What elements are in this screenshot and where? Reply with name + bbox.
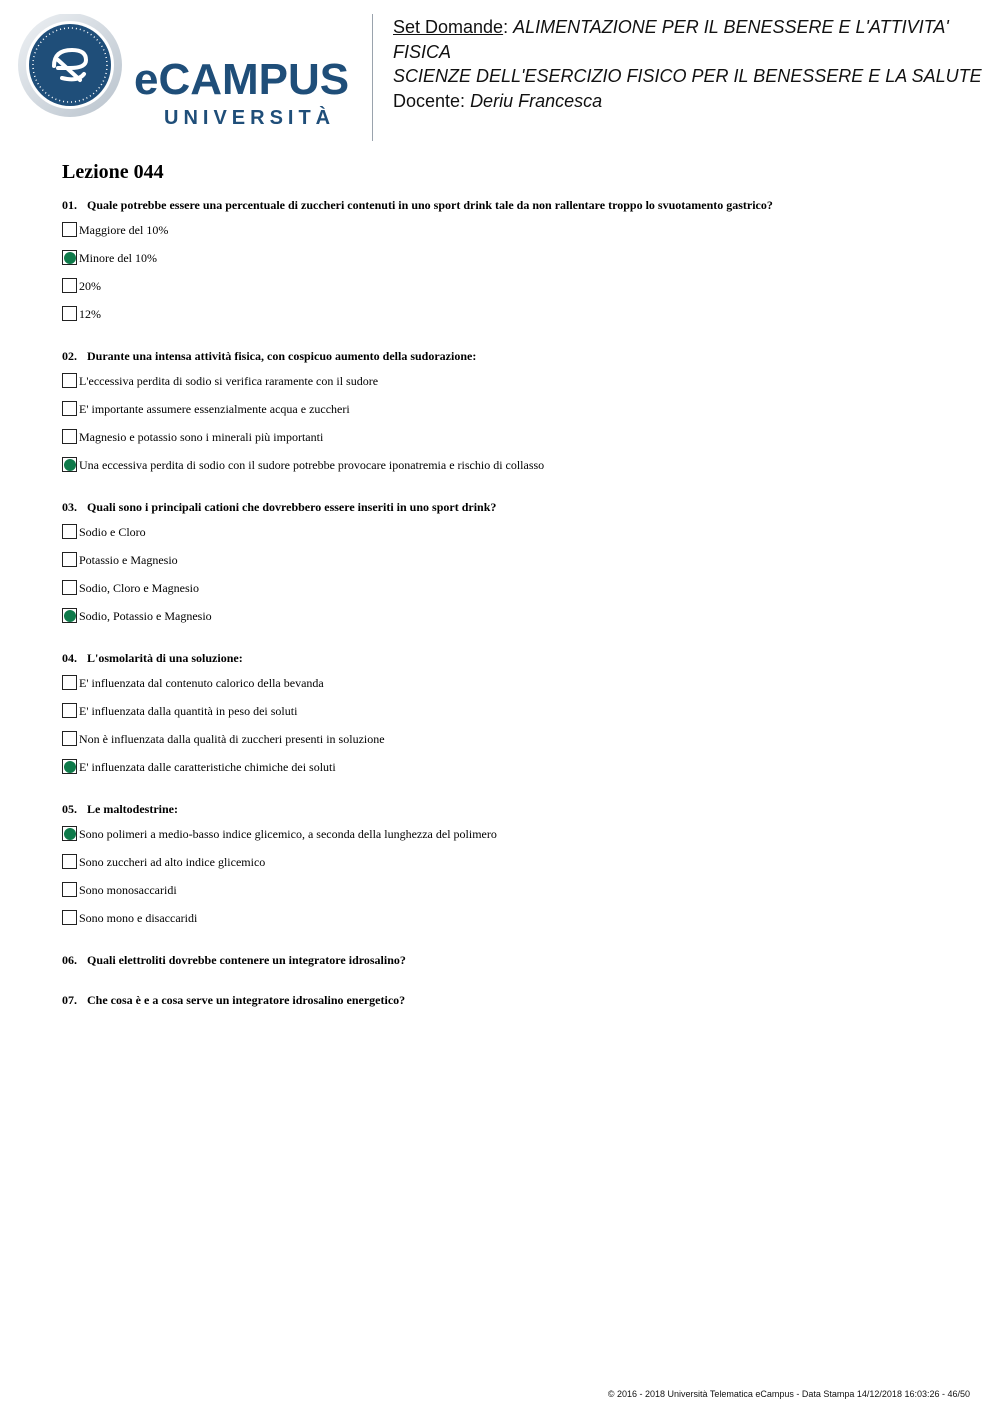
set-label: Set Domande — [393, 17, 504, 37]
checkbox-icon[interactable] — [62, 854, 77, 869]
set-line — [393, 15, 983, 64]
answer-option[interactable] — [62, 278, 962, 306]
question-block — [62, 347, 962, 485]
answer-option-label: 20% — [79, 279, 101, 293]
question-number: 07. — [62, 993, 77, 1007]
question-number: 02. — [62, 349, 77, 363]
answer-option[interactable] — [62, 759, 962, 787]
answer-option[interactable] — [62, 882, 962, 910]
question-text — [62, 951, 962, 969]
question-list — [62, 196, 962, 1031]
checkbox-icon[interactable] — [62, 552, 77, 567]
answer-option[interactable] — [62, 401, 962, 429]
question-number: 04. — [62, 651, 77, 665]
answer-option[interactable] — [62, 429, 962, 457]
checked-checkbox-icon[interactable] — [62, 759, 77, 774]
question-label: Quali elettroliti dovrebbe contenere un integratore idrosalino? — [87, 953, 406, 967]
question-block — [62, 498, 962, 636]
answer-option[interactable] — [62, 675, 962, 703]
answer-option-label: Maggiore del 10% — [79, 223, 169, 237]
question-block — [62, 196, 962, 334]
answer-option-label: Non è influenzata dalla qualità di zuccheri presenti in soluzione — [79, 732, 385, 746]
checked-checkbox-icon[interactable] — [62, 826, 77, 841]
answer-option-label: Sodio e Cloro — [79, 525, 146, 539]
answer-option[interactable] — [62, 524, 962, 552]
answer-option-label: Sodio, Cloro e Magnesio — [79, 581, 199, 595]
question-block — [62, 951, 962, 969]
answer-option[interactable] — [62, 703, 962, 731]
checkbox-icon[interactable] — [62, 703, 77, 718]
set-separator: : — [503, 17, 509, 37]
answer-option[interactable] — [62, 854, 962, 882]
question-text — [62, 991, 962, 1009]
lesson-title: Lezione 044 — [62, 161, 164, 183]
answer-option-label: E' importante assumere essenzialmente acqua e zuccheri — [79, 402, 350, 416]
answer-option[interactable] — [62, 910, 962, 938]
question-label: Le maltodestrine: — [87, 802, 178, 816]
question-block — [62, 991, 962, 1009]
answer-option-label: Sono mono e disaccaridi — [79, 911, 198, 925]
header-divider — [372, 14, 373, 141]
answer-option-label: E' influenzata dalla quantità in peso dei soluti — [79, 704, 298, 718]
question-label: Quali sono i principali cationi che dovrebbero essere inseriti in uno sport drink? — [87, 500, 497, 514]
answer-option-label: Potassio e Magnesio — [79, 553, 178, 567]
question-number: 03. — [62, 500, 77, 514]
checkbox-icon[interactable] — [62, 882, 77, 897]
checkbox-icon[interactable] — [62, 524, 77, 539]
checkbox-icon[interactable] — [62, 401, 77, 416]
question-label: Quale potrebbe essere una percentuale di zuccheri contenuti in uno sport drink tale da non rallentare troppo lo svuotamento gastrico? — [87, 198, 773, 212]
answer-option-label: Sono polimeri a medio-basso indice glicemico, a seconda della lunghezza del polimero — [79, 827, 497, 841]
checkbox-icon[interactable] — [62, 580, 77, 595]
question-label: L'osmolarità di una soluzione: — [87, 651, 243, 665]
answer-option[interactable] — [62, 306, 962, 334]
question-text — [62, 800, 962, 818]
header-info — [393, 15, 983, 113]
checkbox-icon[interactable] — [62, 910, 77, 925]
teacher-label: Docente: — [393, 90, 466, 111]
question-label: Che cosa è e a cosa serve un integratore idrosalino energetico? — [87, 993, 406, 1007]
answer-option[interactable] — [62, 222, 962, 250]
page-footer: © 2016 - 2018 Università Telematica eCampus - Data Stampa 14/12/2018 16:03:26 - 46/50 — [607, 1389, 970, 1399]
answer-option-label: Minore del 10% — [79, 251, 157, 265]
question-number: 06. — [62, 953, 77, 967]
teacher-name: Deriu Francesca — [470, 90, 603, 111]
checkbox-icon[interactable] — [62, 731, 77, 746]
answer-option[interactable] — [62, 373, 962, 401]
logo-sub-text: UNIVERSITÀ — [164, 107, 336, 129]
answer-option-label: Una eccessiva perdita di sodio con il sudore potrebbe provocare iponatremia e rischio di collasso — [79, 458, 545, 472]
answer-option-label: Sono zuccheri ad alto indice glicemico — [79, 855, 266, 869]
checked-checkbox-icon[interactable] — [62, 457, 77, 472]
question-number: 05. — [62, 802, 77, 816]
question-block — [62, 649, 962, 787]
answer-option[interactable] — [62, 826, 962, 854]
ecampus-logo — [14, 14, 359, 134]
question-number: 01. — [62, 198, 77, 212]
question-text — [62, 649, 962, 667]
answer-option[interactable] — [62, 552, 962, 580]
answer-option-label: Sono monosaccaridi — [79, 883, 177, 897]
checkbox-icon[interactable] — [62, 675, 77, 690]
question-label: Durante una intensa attività fisica, con cospicuo aumento della sudorazione: — [87, 349, 477, 363]
answer-option[interactable] — [62, 608, 962, 636]
checkbox-icon[interactable] — [62, 306, 77, 321]
answer-option[interactable] — [62, 250, 962, 278]
answer-option[interactable] — [62, 457, 962, 485]
answer-option-label: E' influenzata dalle caratteristiche chimiche dei soluti — [79, 760, 336, 774]
checkbox-icon[interactable] — [62, 373, 77, 388]
checkbox-icon[interactable] — [62, 222, 77, 237]
answer-option[interactable] — [62, 580, 962, 608]
course-line-1: ALIMENTAZIONE PER IL BENESSERE E L'ATTIVITA' FISICA — [393, 17, 949, 62]
answer-option-label: Sodio, Potassio e Magnesio — [79, 609, 212, 623]
answer-option-label: E' influenzata dal contenuto calorico della bevanda — [79, 676, 324, 690]
question-text — [62, 498, 962, 516]
answer-option[interactable] — [62, 731, 962, 759]
answer-option-label: Magnesio e potassio sono i minerali più importanti — [79, 430, 324, 444]
answer-option-label: 12% — [79, 307, 101, 321]
course-line-2: SCIENZE DELL'ESERCIZIO FISICO PER IL BENESSERE E LA SALUTE — [393, 66, 982, 86]
logo-brand-text: eCAMPUS — [134, 55, 350, 104]
course-line-2-wrap — [393, 64, 983, 89]
teacher-line — [393, 89, 983, 114]
question-text — [62, 196, 962, 214]
checked-checkbox-icon[interactable] — [62, 608, 77, 623]
question-text — [62, 347, 962, 365]
answer-option-label: L'eccessiva perdita di sodio si verifica raramente con il sudore — [79, 374, 379, 388]
checkbox-icon[interactable] — [62, 429, 77, 444]
checked-checkbox-icon[interactable] — [62, 250, 77, 265]
question-block — [62, 800, 962, 938]
checkbox-icon[interactable] — [62, 278, 77, 293]
